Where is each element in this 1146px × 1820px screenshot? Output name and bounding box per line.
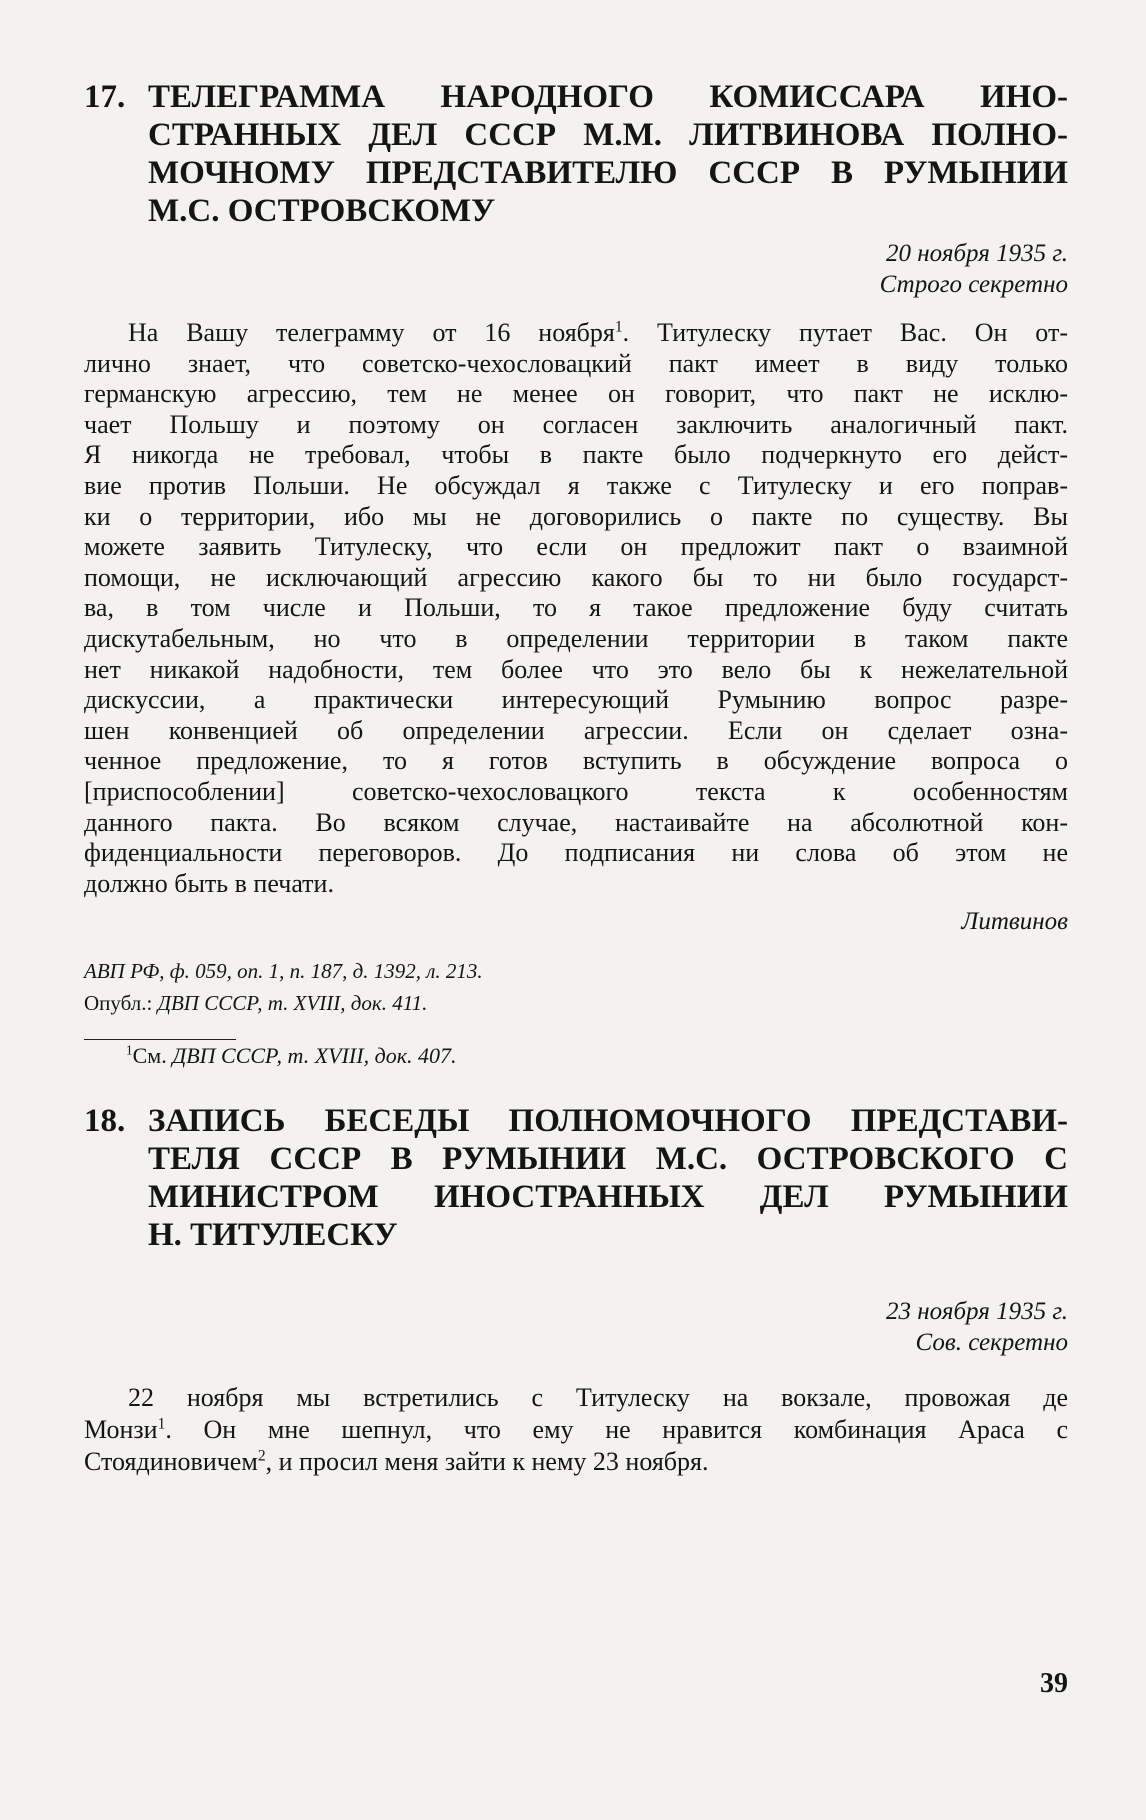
doc18-body <box>84 1382 1068 1478</box>
doc17-body-line: фиденциальности переговоров. До подписания ни слова об этом не <box>84 838 1068 868</box>
doc17-classification: Строго секретно <box>879 271 1068 298</box>
footnote-ref-mark: 2 <box>257 1447 266 1465</box>
page-number: 39 <box>1040 1668 1068 1699</box>
footnote-ref-mark: 1 <box>157 1415 166 1433</box>
doc18-body-line: 22 ноября мы встретились с Титулеску на вокзале, провожая де <box>128 1383 1068 1413</box>
doc17-body-line: вие против Польши. Не обсуждал я также с Титулеску и его поправ- <box>84 470 1068 500</box>
doc17-archive-ref: АВП РФ, ф. 059, оп. 1, п. 187, д. 1392, л. 213. <box>84 959 483 984</box>
doc17-body-line: данного пакта. Во всяком случае, настаивайте на абсолютной кон- <box>84 807 1068 837</box>
doc17-body-line: дискуссии, а практически интересующий Румынию вопрос разре- <box>84 685 1068 715</box>
doc18-title-line: ТЕЛЯ СССР В РУМЫНИИ М.С. ОСТРОВСКОГО С <box>148 1141 1068 1178</box>
doc18-meta <box>84 1296 1068 1358</box>
doc17-body-line: ва, в том числе и Польши, то я такое предложение буду считать <box>84 593 1068 623</box>
doc18-title-line: ЗАПИСЬ БЕСЕДЫ ПОЛНОМОЧНОГО ПРЕДСТАВИ- <box>148 1103 1068 1140</box>
doc17-title-line: МОЧНОМУ ПРЕДСТАВИТЕЛЮ СССР В РУМЫНИИ <box>148 155 1068 191</box>
doc18-body-line: Стоядиновичем$^2$, и просил меня зайти к нему 23 ноября. <box>84 1447 709 1477</box>
footnote-ref-mark: 1 <box>614 318 623 336</box>
doc18-date: 23 ноября 1935 г. <box>886 1298 1068 1326</box>
doc17-title <box>148 78 1068 230</box>
doc18-title-line: Н. ТИТУЛЕСКУ <box>148 1217 398 1254</box>
doc17-title-line: М.С. ОСТРОВСКОМУ <box>148 193 496 229</box>
doc18-title-line: МИНИСТРОМ ИНОСТРАННЫХ ДЕЛ РУМЫНИИ <box>148 1179 1068 1216</box>
doc17-title-line: СТРАННЫХ ДЕЛ СССР М.М. ЛИТВИНОВА ПОЛНО- <box>148 117 1068 153</box>
doc17-title-line: ТЕЛЕГРАММА НАРОДНОГО КОМИССАРА ИНО- <box>148 79 1068 115</box>
doc17-number: 17. <box>84 79 126 115</box>
doc17-body-line: должно быть в печати. <box>84 868 334 898</box>
doc17-published-ref: Опубл.: ДВП СССР, т. XVIII, док. 411. <box>84 991 428 1016</box>
doc17-body <box>84 318 1068 899</box>
doc17-body-line: ченное предложение, то я готов вступить в обсуждение вопроса о <box>84 746 1068 776</box>
doc17-date: 20 ноября 1935 г. <box>886 240 1068 267</box>
doc18-body-line: Монзи$^1$. Он мне шепнул, что ему не нравится комбинация Араса с <box>84 1415 1068 1445</box>
doc18-title <box>148 1102 1068 1254</box>
doc17-body-line: нет никакой надобности, тем более что это вело бы к нежелательной <box>84 654 1068 684</box>
doc17-body-line: помощи, не исключающий агрессию какого бы то ни было государст- <box>84 562 1068 592</box>
doc17-body-line: ки о территории, ибо мы не договорились о пакте по существу. Вы <box>84 501 1068 531</box>
doc17-body-line: шен конвенцией об определении агрессии. Если он сделает озна- <box>84 715 1068 745</box>
doc17-body-line: лично знает, что советско-чехословацкий пакт имеет в виду только <box>84 348 1068 378</box>
doc17-body-line: можете заявить Титулеску, что если он предложит пакт о взаимной <box>84 532 1068 562</box>
doc17-signature: Литвинов <box>961 908 1068 936</box>
doc18-classification: Сов. секретно <box>915 1329 1068 1357</box>
doc17-body-line: [приспособлении] советско-чехословацкого текста к особенностям <box>84 776 1068 806</box>
doc17-body-line: На Вашу телеграмму от 16 ноября$^1$. Титулеску путает Вас. Он от- <box>128 318 1068 347</box>
footnote-divider <box>84 1039 236 1040</box>
doc17-body-line: дискутабельным, но что в определении территории в таком пакте <box>84 623 1068 653</box>
doc17-meta <box>84 238 1068 300</box>
doc17-footnote: $^1$См. ДВП СССР, т. XVIII, док. 407. <box>126 1042 457 1069</box>
doc17-body-line: германскую агрессию, тем не менее он говорит, что пакт не исклю- <box>84 379 1068 409</box>
doc17-body-line: чает Польшу и поэтому он согласен заключить аналогичный пакт. <box>84 409 1068 439</box>
doc18-heading <box>84 1102 1068 1254</box>
doc17-body-line: Я никогда не требовал, чтобы в пакте было подчеркнуто его дейст- <box>84 440 1068 470</box>
doc17-heading <box>84 78 1068 230</box>
doc18-number: 18. <box>84 1103 126 1140</box>
